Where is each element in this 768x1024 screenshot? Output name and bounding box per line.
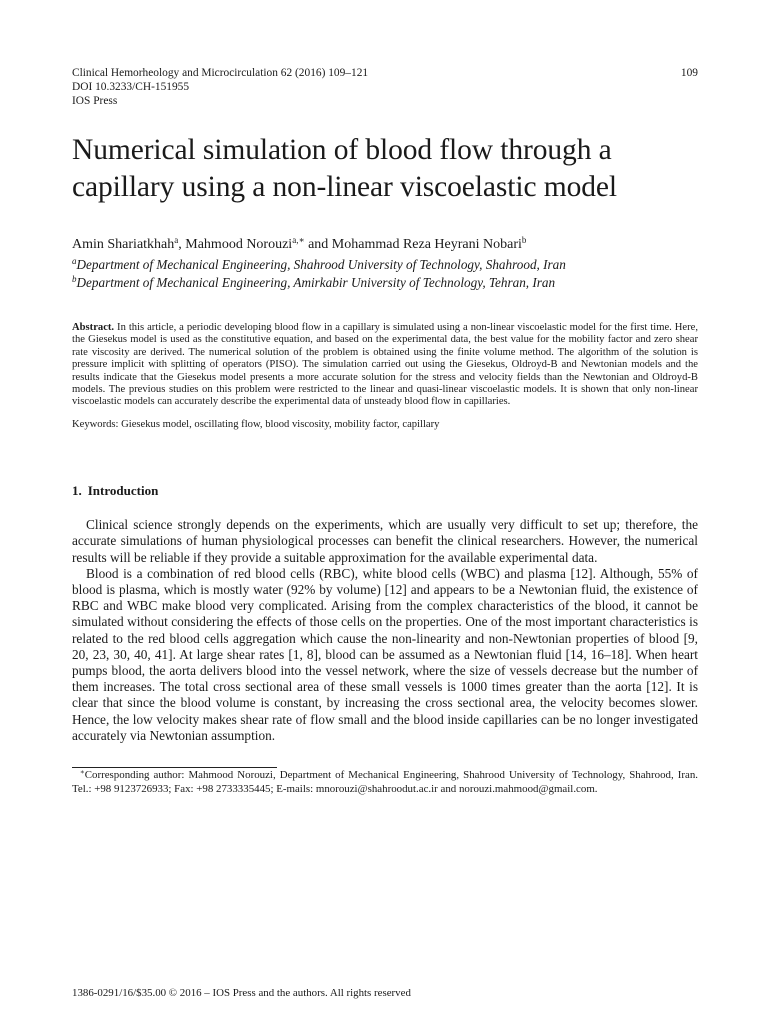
journal-citation: Clinical Hemorheology and Microcirculation 62 (2016) 109–121 — [72, 67, 369, 79]
page-number: 109 — [680, 67, 698, 79]
abstract-text: In this article, a periodic developing blood flow in a capillary is simulated using a non-linear viscoelastic model for the first time. Here, the Giesekus model is used as the constitutive equation, and based on the experimental data, the best value for the mobility factor and zero shear rate viscosity are derived. The numerical solution of the problem is obtained using the finite volume method. The algorithm of the solution is pressure implicit with splitting of operators (PISO). The simulation carried out using the Giesekus, Oldroyd-B and Newtonian models and the results indicate that the Giesekus model presents a more accurate solution for the stress and velocity fields than the Newtonian and Oldroyd-B models. The previous studies on this problem were restricted to the linear and quasi-linear viscoelastic models. It is shown that only non-linear viscoelastic models can accurately describe the experimental data of unsteady blood flow in capillaries. — [72, 322, 698, 408]
doi: DOI 10.3233/CH-151955 — [72, 81, 190, 93]
author-name: Mahmood Norouzi — [185, 237, 293, 252]
paper-page — [72, 66, 698, 1006]
journal-header — [72, 66, 698, 108]
footnote-divider — [72, 767, 277, 768]
copyright-footer: 1386-0291/16/$35.00 © 2016 – IOS Press and the authors. All rights reserved — [72, 987, 411, 999]
paragraph: Blood is a combination of red blood cells (RBC), white blood cells (WBC) and plasma [12]. Although, 55% of blood is plasma, which is mostly water (92% by volume) [12] and appears to be a Newtonian fluid, the existence of RBC and WBC make blood very complicated. Arising from the complex characteristics of the blood, it cannot be simulated without considering the effects of those cells on the properties. One of the most important characteristics is related to the red blood cells aggregation which cause the non-linearity and non-Newtonian properties of blood [9, 20, 23, 30, 40, 41]. At large shear rates [1, 8], blood can be assumed as a Newtonian fluid [14, 16–18]. When heart pumps blood, the aorta delivers blood into the vessel network, where the size of vessels decrease but the number of them increases. The total cross sectional area of these small vessels is 1000 times greater than the aorta [12]. It is clear that since the blood volume is constant, by increasing the cross sectional area, the velocity becomes slower. Hence, the low velocity makes shear rate of flow small and the blood inside capillaries can be no longer investigated accurately via Newtonian assumption. — [72, 565, 698, 743]
author-list — [72, 236, 698, 254]
affiliation-marker: a — [72, 256, 77, 266]
paragraph: Clinical science strongly depends on the experiments, which are usually very difficult to set up; therefore, the accurate simulations of human physiological processes can benefit the clinical researchers. However, the numerical results will be reliable if they provide a suitable approximation for the available experimental data. — [72, 517, 698, 565]
author-name: Mohammad Reza Heyrani Nobari — [331, 237, 522, 252]
footnote-text: Corresponding author: Mahmood Norouzi, Department of Mechanical Engineering, Shahrood University of Technology, Shahrood, Iran. Tel.: +98 9123726933; Fax: +98 2733335445; E-mails: mnorouzi@shahroodut.ac.ir and norouzi.mahmood@gmail.com. — [72, 769, 698, 795]
affiliation-text: Department of Mechanical Engineering, Shahrood University of Technology, Shahrood, Iran — [76, 257, 566, 272]
abstract-label: Abstract. — [72, 322, 115, 333]
affiliation — [72, 274, 698, 292]
paper-title: Numerical simulation of blood flow through a capillary using a non-linear viscoelastic model — [72, 134, 617, 203]
section-heading — [72, 483, 698, 499]
author-separator: and — [304, 237, 332, 252]
author-separator: , — [178, 237, 186, 252]
footnote-marker: ∗ — [80, 768, 85, 777]
affiliation-text: Department of Mechanical Engineering, Amirkabir University of Technology, Tehran, Iran — [76, 275, 556, 290]
affiliation — [72, 256, 698, 274]
affiliation-marker: b — [72, 274, 77, 284]
abstract — [72, 322, 698, 409]
affiliations — [72, 256, 698, 292]
section-number: 1. — [72, 483, 82, 499]
section-body — [72, 517, 698, 744]
author-affiliation-marker: a — [174, 235, 179, 245]
author-affiliation-marker: a,∗ — [292, 235, 305, 245]
author-affiliation-marker: b — [521, 235, 527, 245]
publisher: IOS Press — [72, 95, 118, 107]
author-name: Amin Shariatkhah — [72, 237, 175, 252]
keywords: Keywords: Giesekus model, oscillating flow, blood viscosity, mobility factor, capillary — [72, 418, 440, 430]
section-title: Introduction — [87, 483, 159, 499]
corresponding-author-footnote — [72, 769, 698, 796]
